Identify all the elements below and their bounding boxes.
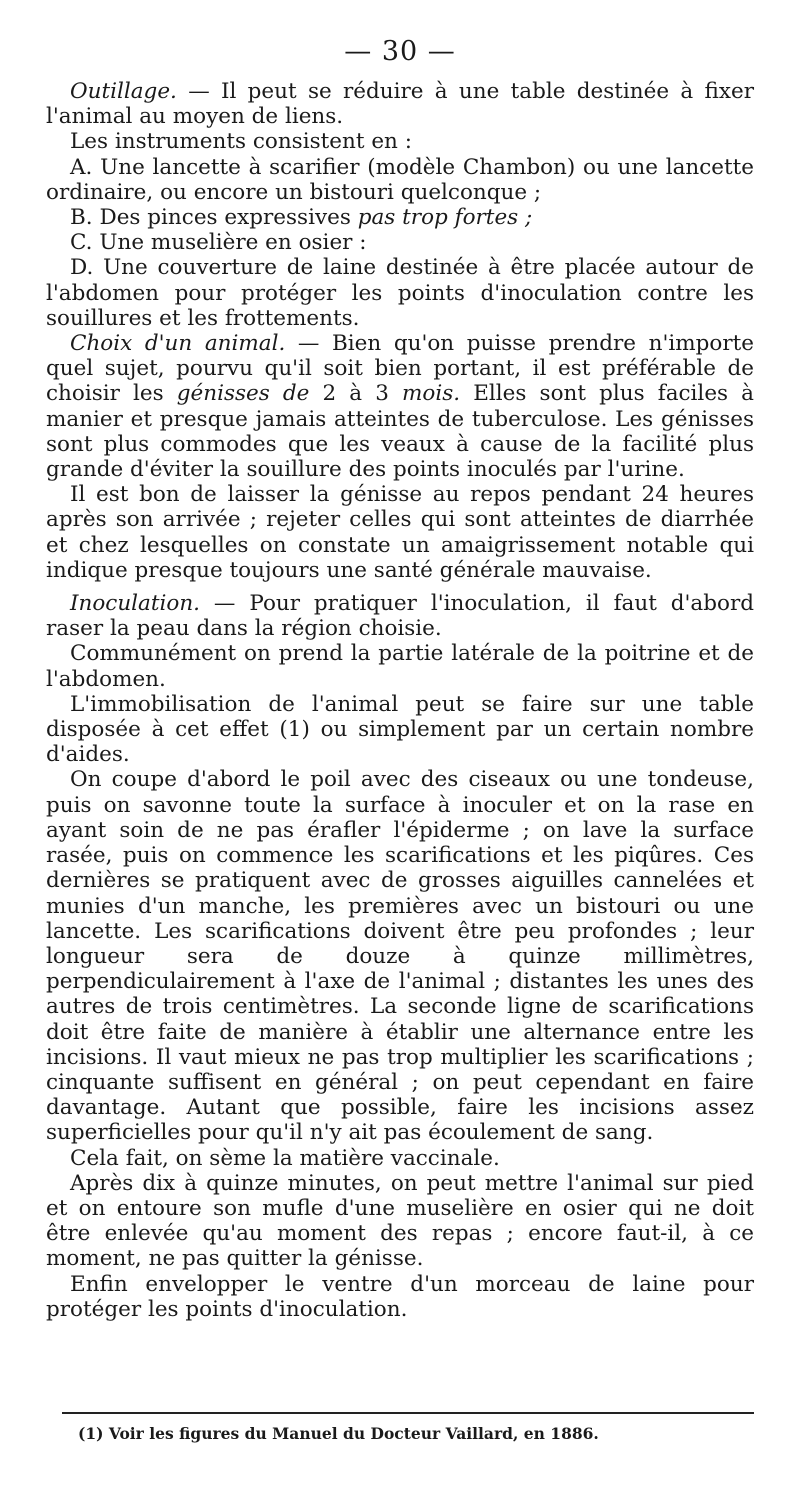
- paragraph-text: D. Une couverture de laine destinée à être placée autour de l'abdomen pour protéger les points d'inoculation contre les souillures et les frottements.: [46, 255, 754, 331]
- paragraph: [46, 482, 754, 583]
- body-text: [46, 79, 754, 1322]
- paragraph-text: Cela fait, on sème la matière vaccinale.: [70, 1145, 500, 1171]
- paragraph-text: Elles sont plus faciles à manier et presque jamais atteintes de tuberculose. Les génisses sont plus commodes que les veaux à cause de la facilité plus grande d'éviter la souillure des points inoculés par l'urine.: [46, 381, 754, 483]
- paragraph-choix: [46, 331, 754, 482]
- emphasis-text: pas trop fortes ;: [357, 205, 533, 231]
- paragraph-text: C. Une muselière en osier :: [70, 230, 367, 256]
- page-number: — 30 —: [344, 36, 456, 67]
- list-item: [46, 155, 754, 205]
- footnote-divider: [62, 1412, 754, 1414]
- paragraph: [46, 1272, 754, 1322]
- paragraph-outillage: [46, 79, 754, 129]
- paragraph-text: A. Une lancette à scarifier (modèle Chambon) ou une lancette ordinaire, ou encore un bistouri quelconque ;: [46, 154, 754, 205]
- paragraph: [46, 692, 754, 768]
- paragraph-text: Après dix à quinze minutes, on peut mettre l'animal sur pied et on entoure son mufle d'une muselière en osier qui ne doit être enlevée qu'au moment des repas ; encore faut-il, à ce moment, ne pas quitter la génisse.: [46, 1170, 754, 1272]
- emphasis-text: mois.: [402, 381, 461, 407]
- emphasis-text: génisses de: [176, 381, 310, 407]
- paragraph-text: — Bien qu'on puisse prendre n'importe quel sujet, pourvu qu'il soit bien portant, il est préférable de choisir les: [46, 331, 754, 407]
- paragraph-text: — Pour pratiquer l'inoculation, il faut d'abord raser la peau dans la région choisie.: [46, 591, 754, 642]
- section-lead: Outillage.: [70, 79, 177, 104]
- paragraph-text: L'immobilisation de l'animal peut se faire sur une table disposée à cet effet (1) ou simplement par un certain nombre d'aides.: [46, 691, 754, 768]
- list-item: [46, 255, 754, 331]
- paragraph: [46, 1171, 754, 1272]
- paragraph-text: Il est bon de laisser la génisse au repos pendant 24 heures après son arrivée ; rejeter celles qui sont atteintes de diarrhée et chez lesquelles on constate un amaigrissement notable qui indique presque toujours une santé générale mauvaise.: [46, 482, 754, 583]
- paragraph-text: B. Des pinces expressives: [70, 205, 358, 231]
- paragraph: [46, 1146, 754, 1171]
- list-item: [46, 205, 754, 230]
- section-lead: Inoculation.: [70, 591, 201, 617]
- paragraph-text: On coupe d'abord le poil avec des ciseaux ou une tondeuse, puis on savonne toute la surface à inoculer et on la rase en ayant soin de ne pas érafler l'épiderme ; on lave la surface rasée, puis on commence les scarifications et les piqûres. Ces dernières se pratiquent avec de grosses aiguilles cannelées et munies d'un manche, les premières avec un bistouri ou une lancette. Les scarifications doivent être peu profondes ; leur longueur sera de douze à quinze millimètres, perpendiculairement à l'axe de l'animal ; distantes les unes des autres de trois centimètres. La seconde ligne de scarifications doit être faite de manière à établir une alternance entre les incisions. Il vaut mieux ne pas trop multiplier les scarifications ; cinquante suffisent en général ; on peut cependant en faire davantage. Autant que possible, faire les incisions assez superficielles pour qu'il n'y ait pas écoulement de sang.: [46, 767, 754, 1146]
- paragraph-text: Enfin envelopper le ventre d'un morceau de laine pour protéger les points d'inoculation.: [46, 1271, 754, 1322]
- footnote: (1) Voir les figures du Manuel du Docteur Vaillard, en 1886.: [78, 1424, 599, 1443]
- paragraph: [46, 641, 754, 691]
- paragraph-text: Communément on prend la partie latérale de la poitrine et de l'abdomen.: [46, 641, 754, 692]
- list-item: [46, 230, 754, 255]
- section-lead: Choix d'un animal.: [70, 331, 286, 357]
- paragraph: [46, 767, 754, 1145]
- paragraph-text: 2 à 3: [309, 381, 403, 407]
- paragraph-text: — Il peut se réduire à une table destinée à fixer l'animal au moyen de liens.: [46, 79, 754, 130]
- paragraph-text: Les instruments consistent en :: [70, 129, 412, 155]
- paragraph: [46, 129, 754, 154]
- paragraph-inoculation: [46, 591, 754, 641]
